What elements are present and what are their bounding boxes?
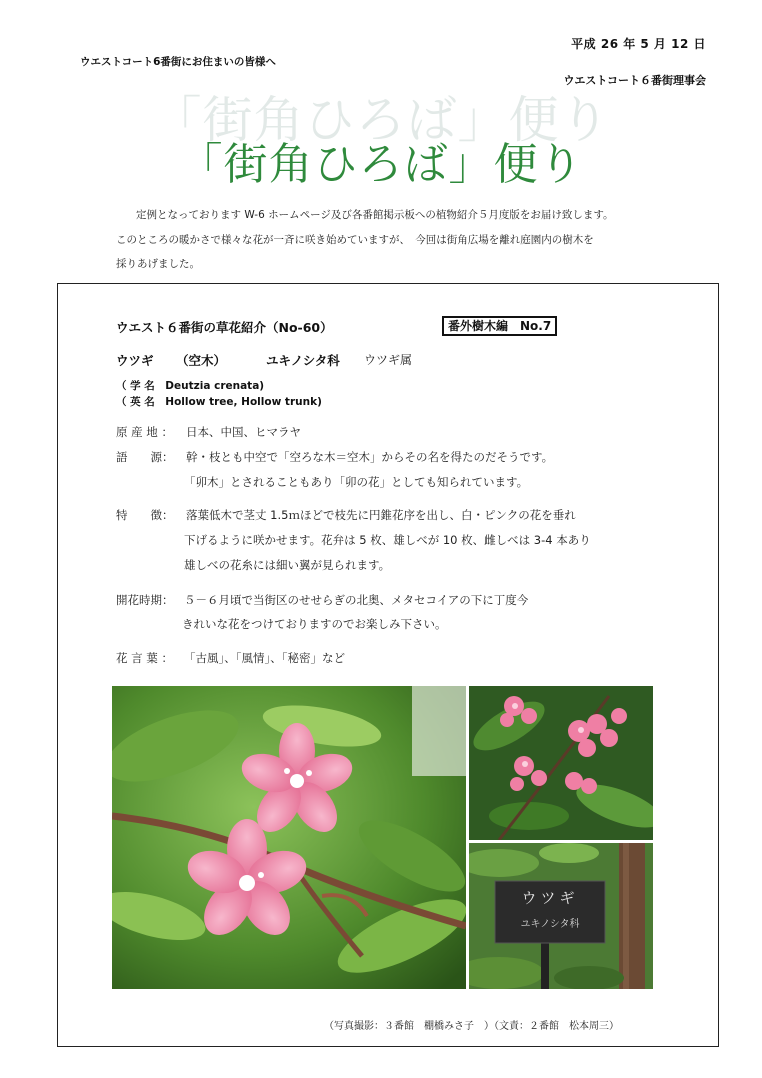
flower-language-value: 「古風」、「風情」、「秘密」など — [184, 651, 345, 665]
panel-heading: ウエスト６番街の草花紹介（No-60） — [116, 320, 333, 335]
intro-line-1: 定例となっております W-6 ホームページ及び各番館掲示板への植物紹介５月度版をお届け致します。 — [136, 209, 614, 221]
issue-date: 平成 26 年 5 月 12 日 — [571, 37, 706, 51]
bloom-line-2: きれいな花をつけておりますのでお楽しみ下さい。 — [182, 617, 447, 631]
bloom-line-1: ５－６月頃で当街区のせせらぎの北奥、メタセコイアの下に丁度今 — [184, 593, 529, 607]
plant-genus: ウツギ属 — [364, 353, 413, 367]
origin-value: 日本、中国、ヒマラヤ — [186, 425, 301, 439]
page-title: 「街角ひろば」便り — [178, 139, 584, 190]
flower-closeup-photo — [112, 686, 466, 989]
etymology-label: 語 源： — [116, 450, 174, 464]
title-shadow: 「街角ひろば」便り — [151, 91, 611, 149]
scientific-name: （ 学 名 Deutzia crenata) — [116, 380, 265, 392]
features-label: 特 徴： — [116, 508, 174, 522]
series-label-box — [442, 315, 557, 334]
features-line-3: 雄しべの花糸には細い翼が見られます。 — [184, 558, 391, 572]
plant-family: ユキノシタ科 — [266, 353, 340, 368]
plant-kanji: （空木） — [176, 353, 227, 368]
intro-line-3: 採りあげました。 — [116, 258, 200, 270]
flower-language-label: 花 言 葉 ： — [116, 651, 173, 665]
origin-label: 原 産 地 ： — [116, 425, 173, 439]
name-sign-photo — [469, 843, 653, 989]
etymology-line-2: 「卯木」とされることもあり「卯の花」としても知られています。 — [184, 475, 529, 489]
photo-text-credit: （写真撮影：３番館 棚橋みさ子 ）（文責：２番館 松本周三） — [324, 1021, 619, 1032]
features-line-1: 落葉低木で茎丈 1.5ｍほどで枝先に円錐花序を出し、白・ピンクの花を垂れ — [186, 508, 576, 522]
sign-plant-name: ウツギ — [521, 889, 579, 907]
intro-line-2: このところの暖かさで様々な花が一斉に咲き始めていますが、 今回は街角広場を離れ庭園内の樹木を — [116, 234, 594, 246]
etymology-line-1: 幹・枝とも中空で「空ろな木＝空木」からその名を得たのだそうです。 — [186, 450, 554, 464]
flower-cluster-photo — [469, 686, 653, 840]
features-line-2: 下げるように咲かせます。花弁は 5 枚、雄しべが 10 枚、雌しべは 3-4 本あり — [184, 533, 591, 547]
plant-name: ウツギ — [116, 353, 154, 368]
sign-plant-family: ユキノシタ科 — [520, 919, 580, 930]
association-name: ウエストコート６番街理事会 — [563, 74, 706, 87]
greeting-line: ウエストコート6番街にお住まいの皆様へ — [80, 56, 276, 68]
english-name: （ 英 名 Hollow tree, Hollow trunk) — [116, 396, 322, 408]
series-label: 番外樹木編 No.7 — [442, 316, 557, 336]
bloom-label: 開花時期： — [116, 593, 174, 607]
